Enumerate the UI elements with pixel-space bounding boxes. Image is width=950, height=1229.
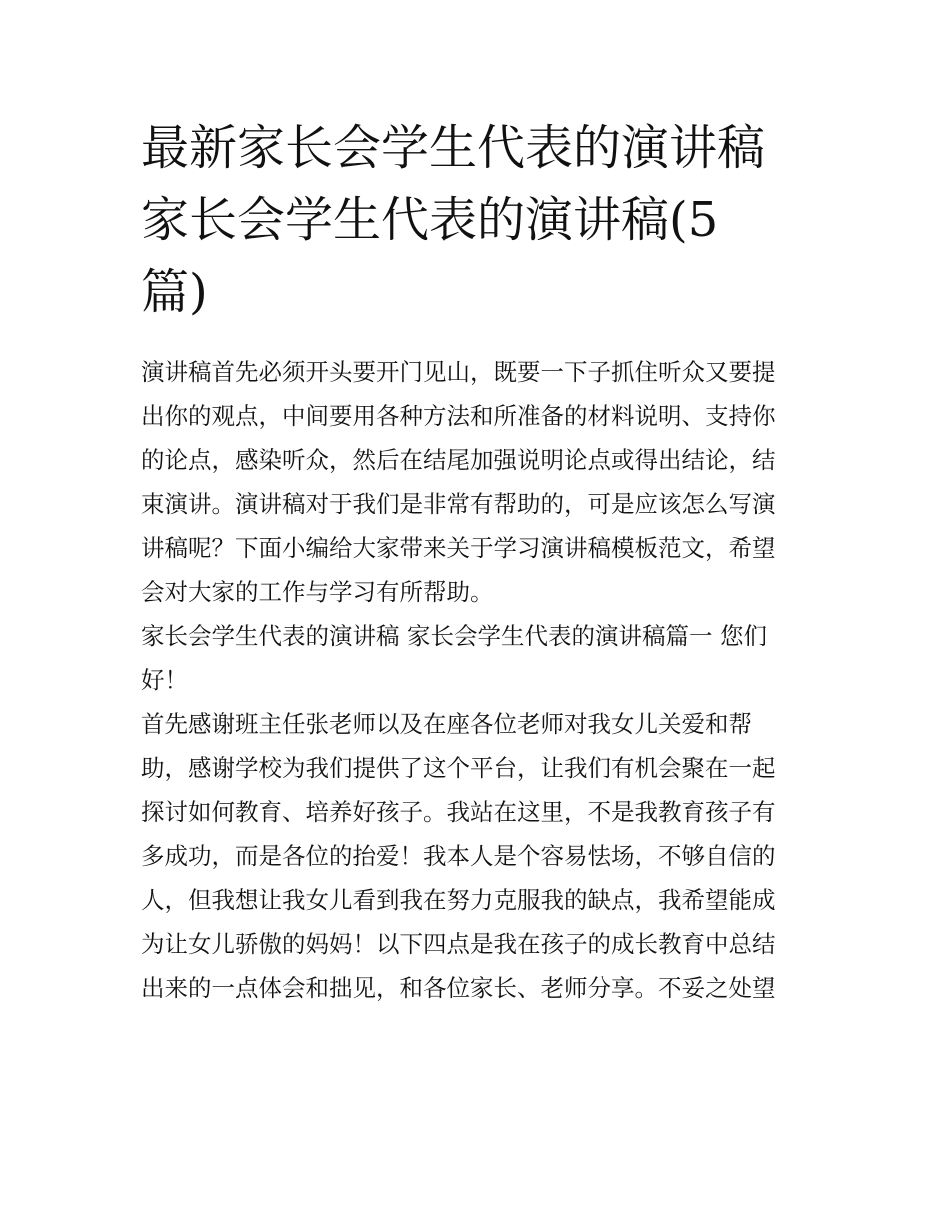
text-line: 讲稿呢？下面小编给大家带来关于学习演讲稿模板范文，希望 bbox=[141, 534, 776, 562]
text-line: 出你的观点，中间要用各种方法和所准备的材料说明、支持你 bbox=[141, 402, 776, 430]
text-line: 的论点，感染听众，然后在结尾加强说明论点或得出结论，结 bbox=[141, 446, 776, 474]
text-line: 助，感谢学校为我们提供了这个平台，让我们有机会聚在一起 bbox=[141, 754, 776, 782]
title-line: 家长会学生代表的演讲稿(5 bbox=[141, 192, 719, 248]
text-line: 好！ bbox=[141, 666, 188, 694]
text-line: 探讨如何教育、培养好孩子。我站在这里，不是我教育孩子有 bbox=[141, 798, 776, 826]
paragraph-greeting bbox=[141, 614, 816, 702]
title-line: 篇) bbox=[141, 264, 208, 320]
document-page bbox=[141, 112, 816, 1010]
text-line: 会对大家的工作与学习有所帮助。 bbox=[141, 578, 494, 606]
document-body bbox=[141, 350, 816, 1010]
text-line: 演讲稿首先必须开头要开门见山，既要一下子抓住听众又要提 bbox=[141, 358, 776, 386]
paragraph-intro bbox=[141, 350, 816, 614]
document-title bbox=[141, 112, 816, 328]
text-line: 出来的一点体会和拙见，和各位家长、老师分享。不妥之处望 bbox=[141, 974, 776, 1002]
text-line: 多成功，而是各位的抬爱！我本人是个容易怯场，不够自信的 bbox=[141, 842, 776, 870]
text-line: 束演讲。演讲稿对于我们是非常有帮助的，可是应该怎么写演 bbox=[141, 490, 776, 518]
paragraph-body bbox=[141, 702, 816, 1010]
text-line: 家长会学生代表的演讲稿 家长会学生代表的演讲稿篇一 您们 bbox=[141, 622, 767, 650]
text-line: 人，但我想让我女儿看到我在努力克服我的缺点，我希望能成 bbox=[141, 886, 776, 914]
title-line: 最新家长会学生代表的演讲稿 bbox=[141, 120, 766, 176]
text-line: 首先感谢班主任张老师以及在座各位老师对我女儿关爱和帮 bbox=[141, 710, 752, 738]
text-line: 为让女儿骄傲的妈妈！以下四点是我在孩子的成长教育中总结 bbox=[141, 930, 776, 958]
